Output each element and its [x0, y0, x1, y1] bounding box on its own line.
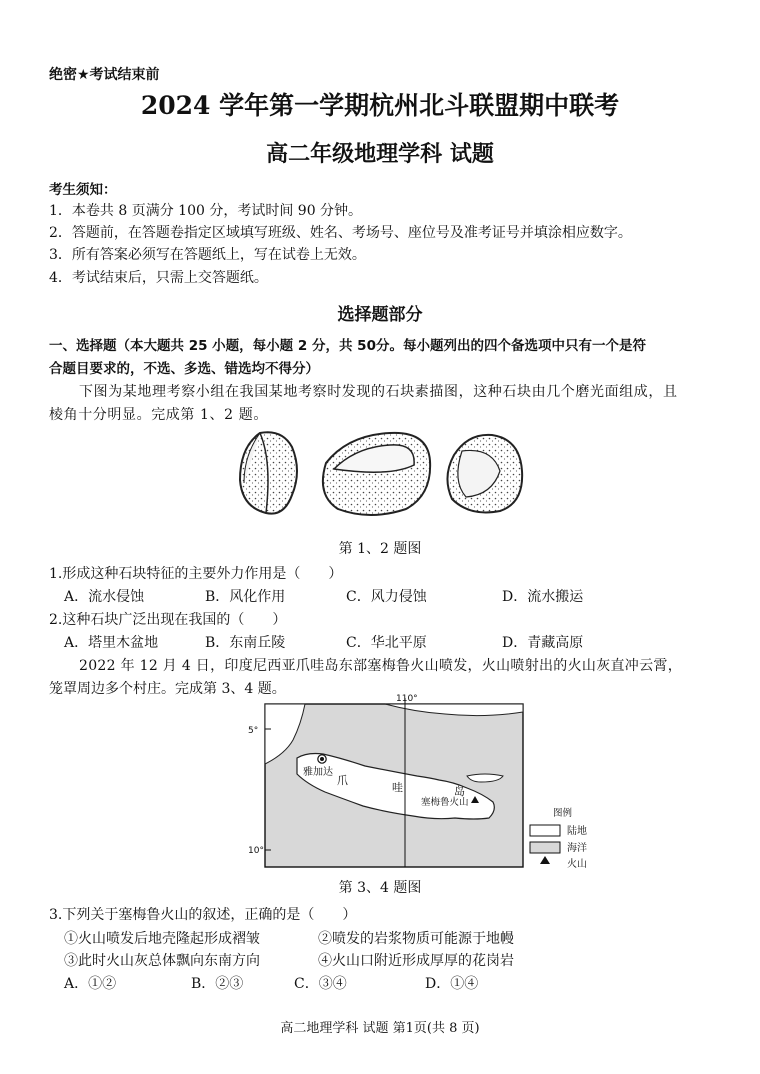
exam-title: 2024 学年第一学期杭州北斗联盟期中联考 [140, 91, 620, 120]
legend-title: 图例 [553, 808, 573, 819]
q3-option-b[interactable]: B．②③ [191, 976, 244, 992]
stone-2 [323, 433, 430, 515]
lat-label-10: 10° [248, 846, 264, 856]
figure-1-caption: 第 1、2 题图 [338, 541, 422, 557]
lat-label-5: 5° [248, 726, 259, 736]
question-1-stem: 1.形成这种石块特征的主要外力作用是（ ） [49, 566, 343, 582]
legend-sea-swatch [530, 842, 560, 853]
legend-sea-label: 海洋 [567, 843, 587, 854]
lon-label: 110° [396, 694, 418, 704]
legend-land-label: 陆地 [567, 826, 587, 837]
notice-item: 3．所有答案必须写在答题纸上，写在试卷上无效。 [49, 247, 366, 263]
section-instruction-cont: 合题目要求的，不选、多选、错选均不得分） [49, 361, 319, 377]
q3-option-c[interactable]: C．③④ [294, 976, 347, 992]
figure-2-caption: 第 3、4 题图 [338, 880, 422, 896]
intro-paragraph: 下图为某地理考察小组在我国某地考察时发现的石块素描图，这种石块由几个磨光面组成，且 [79, 384, 678, 400]
stone-1 [240, 432, 297, 513]
question-3-stem: 3.下列关于塞梅鲁火山的叙述，正确的是（ ） [49, 907, 357, 923]
q3-statement-1: ①火山喷发后地壳隆起形成褶皱 [64, 931, 260, 947]
q3-option-a[interactable]: A．①② [64, 976, 117, 992]
q1-option-d[interactable]: D．流水搬运 [502, 589, 584, 605]
notice-item: 1．本卷共 8 页满分 100 分，考试时间 90 分钟。 [49, 203, 363, 219]
q3-option-d[interactable]: D．①④ [425, 976, 479, 992]
exam-subtitle: 高二年级地理学科 试题 [266, 141, 494, 167]
stone-sketch-figure [230, 425, 540, 525]
q1-option-a[interactable]: A．流水侵蚀 [64, 589, 145, 605]
q3-statement-2: ②喷发的岩浆物质可能源于地幔 [318, 931, 514, 947]
page-footer: 高二地理学科 试题 第1页(共 8 页) [280, 1021, 480, 1036]
stone-3 [447, 435, 522, 513]
legend-land-swatch [530, 825, 560, 836]
jakarta-label: 雅加达 [303, 767, 333, 778]
intro-paragraph-cont: 棱角十分明显。完成第 1、2 题。 [49, 407, 268, 423]
intro-paragraph-2: 2022 年 12 月 4 日，印度尼西亚爪哇岛东部塞梅鲁火山喷发，火山喷射出的火山灰直冲云霄， [79, 658, 682, 674]
section-title: 选择题部分 [337, 305, 423, 325]
q3-statement-4: ④火山口附近形成厚厚的花岗岩 [318, 953, 514, 969]
question-2-stem: 2.这种石块广泛出现在我国的（ ） [49, 612, 287, 628]
notice-heading: 考生须知： [49, 182, 117, 198]
q3-statement-3: ③此时火山灰总体飘向东南方向 [64, 953, 260, 969]
q1-option-b[interactable]: B．风化作用 [205, 589, 286, 605]
volcano-label: 塞梅鲁火山 [421, 797, 469, 808]
q2-option-a[interactable]: A．塔里木盆地 [64, 635, 159, 651]
island-char-2: 哇 [392, 781, 403, 794]
confidential-mark: 绝密★考试结束前 [49, 67, 160, 83]
legend-volcano-label: 火山 [567, 859, 587, 870]
section-instruction: 一、选择题（本大题共 25 小题，每小题 2 分，共 50分。每小题列出的四个备选项中只有一个是符 [49, 338, 646, 354]
notice-item: 2．答题前，在答题卷指定区域填写班级、姓名、考场号、座位号及准考证号并填涂相应数字。 [49, 225, 632, 241]
q2-option-c[interactable]: C．华北平原 [346, 635, 427, 651]
notice-item: 4．考试结束后，只需上交答题纸。 [49, 270, 268, 286]
island-char-1: 爪 [337, 774, 348, 787]
q1-option-c[interactable]: C．风力侵蚀 [346, 589, 427, 605]
island-char-3: 岛 [454, 785, 465, 798]
q2-option-d[interactable]: D．青藏高原 [502, 635, 584, 651]
legend-volcano-icon [540, 856, 550, 864]
q2-option-b[interactable]: B．东南丘陵 [205, 635, 286, 651]
java-island-map [245, 692, 605, 877]
intro-paragraph-2-cont: 笼罩周边多个村庄。完成第 3、4 题。 [49, 681, 286, 697]
